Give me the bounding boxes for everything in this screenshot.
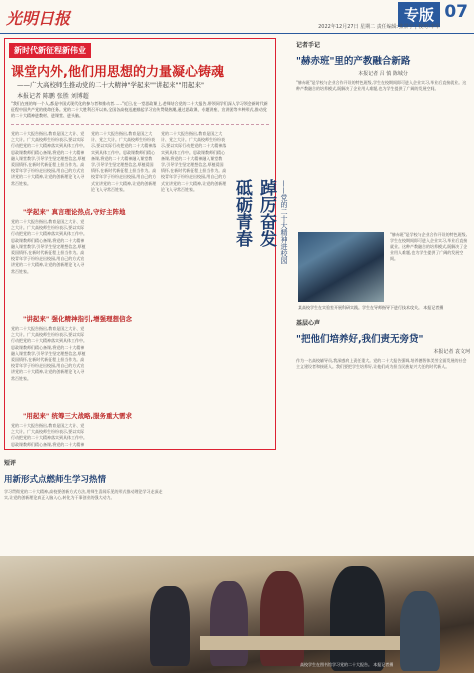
category-tag: 新时代新征程新伟业 — [9, 43, 91, 58]
section-badge: 专版 — [398, 2, 440, 27]
feature-subtitle: ——党的二十大精神进校园 — [280, 180, 288, 264]
desk — [200, 636, 400, 650]
right-bottom-byline: 本报记者 袁文珂 — [433, 349, 470, 355]
brief-commentary — [4, 458, 164, 558]
brief-tag: 短评 — [4, 460, 17, 467]
right-top-body: "赫赤班"是学校与企业合作开设的特色班级,学生在校期间即可进入企业实习,毕业后直接就业。这种产教融合的培养模式,既解决了企业用人难题,也为学生提供了广阔的发展空间。 — [390, 232, 468, 261]
right-bottom-headline: "把他们培养好,我们责无旁贷" — [296, 334, 424, 345]
masthead — [0, 0, 474, 34]
section-heading: "学起来" 真言理论热点,守好主阵地 — [23, 208, 126, 216]
brief-body: 学习贯彻党的二十大精神,高校要创新方式方法,用师生喜闻乐见的形式推动理论学习走深走实,让党的创新理论真正入脑入心,转化为干事创业的强大动力。 — [4, 489, 163, 500]
body-column: 党的二十大报告指出,教育是国之大计、党之大计。广大高校师生纷纷表示,要以实际行动把党的二十大精神落实到具体工作中。思政课教师们精心备课,将党的二十大精神融入课堂教学,引导学生坚定理想信念,厚植爱国情怀,在新时代新征程上担当作为。高校青年学子纷纷走出校园,用自己的方式宣讲党的二十大精神,让党的创新理论飞入寻常百姓家。 — [91, 131, 157, 192]
right-bottom-article — [296, 318, 470, 528]
student-figure — [330, 566, 385, 671]
article-byline: 本报记者 陈鹏 张胜 刘博超 — [17, 93, 89, 100]
article-lead: "我们在座的每一个人,都是中国式现代化的参与者和推动者……"近日,在一堂思政课上,老师结合党的二十大报告,带领同学们深入学习领会新时代新征程中国共产党的使命任务。党的二十大胜利召开以来,全国各高校迅速掀起学习宣传贯彻热潮,通过思政课、专题讲座、宣讲团等多种形式,推动党的二十大精神进教材、进课堂、进头脑。 — [11, 101, 269, 125]
right-top-body: "赫赤班"是学校与企业合作开设的特色班级,学生在校期间即可进入企业实习,毕业后直接就业。这种产教融合的培养模式,既解决了企业用人难题,也为学生提供了广阔的发展空间。 — [296, 80, 467, 91]
feature-title-line2: 踔厉奋发 — [256, 179, 276, 247]
lab-photo — [298, 232, 384, 302]
body-column: 党的二十大报告指出,教育是国之大计、党之大计。广大高校师生纷纷表示,要以实际行动把党的二十大精神落实到具体工作中。思政课教师们精心备课,将党的二十大精神融入课堂教学,引导学生坚定理想信念,厚植爱国情怀,在新时代新征程上担当作为。高校青年学子纷纷走出校园,用自己的方式宣讲党的二十大精神,让党的创新理论飞入寻常百姓家。 — [11, 219, 87, 274]
feature-title-line1: 砥砺青春 — [232, 179, 252, 247]
section-heading: "讲起来" 强化精神指引,增强理想信念 — [23, 315, 133, 323]
student-figure — [260, 571, 304, 666]
section-heading: "用起来" 统筹三大战略,服务重大需求 — [23, 412, 133, 420]
right-bottom-body: 作为一名高校辅导员,我深感肩上责任重大。党的二十大报告强调,培养德智体美劳全面发展的社会主义建设者和接班人。我们要把学生培养好,让他们成为担当民族复兴大任的时代新人。 — [296, 358, 467, 369]
body-column: 党的二十大报告指出,教育是国之大计、党之大计。广大高校师生纷纷表示,要以实际行动把党的二十大精神落实到具体工作中。思政课教师们精心备课,将党的二十大精神融入课堂教学,引导学生坚定理想信念,厚植爱国情怀,在新时代新征程上担当作为。高校青年学子纷纷走出校园,用自己的方式宣讲党的二十大精神,让党的创新理论飞入寻常百姓家。 — [11, 326, 87, 381]
section-tag: 基层心声 — [296, 320, 321, 327]
photo-caption: 高校学生在图书馆学习党的二十大报告。 本报记者摄 — [300, 662, 394, 667]
body-column: 党的二十大报告指出,教育是国之大计、党之大计。广大高校师生纷纷表示,要以实际行动把党的二十大精神落实到具体工作中。思政课教师们精心备课,将党的二十大精神融入课堂教学,引导学生坚定理想信念,厚植爱国情怀,在新时代新征程上担当作为。高校青年学子纷纷走出校园,用自己的方式宣讲党的二十大精神,让党的创新理论飞入寻常百姓家。 — [11, 131, 87, 186]
student-figure — [400, 591, 440, 671]
main-article — [4, 38, 276, 450]
right-top-byline: 本报记者 吕 慎 陈城分 — [358, 71, 408, 77]
newspaper-logo: 光明日报 — [6, 9, 71, 28]
photo-caption: 某高校学生在实验室开展科研实践。学生在导师指导下进行技术攻关。 本报记者摄 — [298, 305, 444, 310]
page-number: 07 — [444, 2, 468, 22]
article-headline: 课堂内外,他们用思想的力量凝心铸魂 — [11, 65, 224, 80]
right-top-article — [296, 40, 470, 200]
section-tag: 记者手记 — [296, 42, 321, 49]
body-column: 党的二十大报告指出,教育是国之大计、党之大计。广大高校师生纷纷表示,要以实际行动把党的二十大精神落实到具体工作中。思政课教师们精心备课,将党的二十大精神融入课堂教学,引导学生坚定理想信念,厚植爱国情怀,在新时代新征程上担当作为。高校青年学子纷纷走出校园,用自己的方式宣讲党的二十大精神,让党的创新理论飞入寻常百姓家。 — [161, 131, 227, 192]
right-top-headline: "赫赤班"里的产教融合新路 — [296, 56, 411, 67]
library-photo — [0, 556, 474, 673]
body-column: 党的二十大报告指出,教育是国之大计、党之大计。广大高校师生纷纷表示,要以实际行动把党的二十大精神落实到具体工作中。思政课教师们精心备课,将党的二十大精神 — [11, 423, 87, 447]
issue-info: 2022年12月27日 星期二 责任编辑:张景宇 | 校对:李军 — [318, 24, 440, 30]
article-subhead: ——广大高校师生推动党的二十大精神"学起来""讲起来""用起来" — [17, 81, 204, 89]
student-figure — [150, 586, 190, 666]
brief-headline: 用新形式点燃师生学习热情 — [4, 475, 107, 485]
student-figure — [210, 581, 248, 666]
